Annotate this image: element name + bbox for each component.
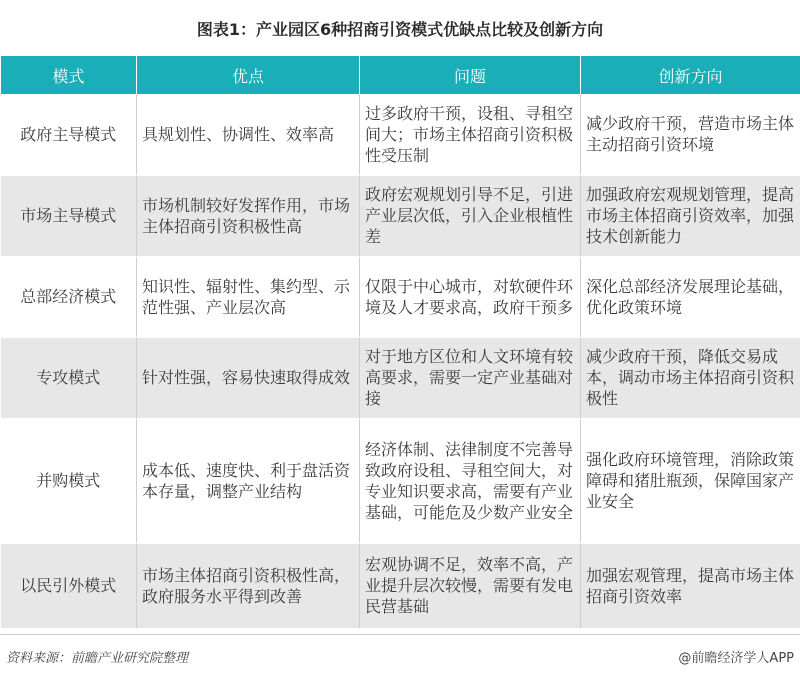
cell-innovation: 加强政府宏观规划管理，提高市场主体招商引资效率，加强技术创新能力 [581, 175, 800, 256]
cell-mode: 以民引外模式 [1, 543, 137, 628]
cell-advantages: 市场主体招商引资积极性高，政府服务水平得到改善 [137, 543, 360, 628]
cell-mode: 并购模式 [1, 418, 137, 543]
source-note: 资料来源：前瞻产业研究院整理 [6, 647, 188, 666]
table-row [1, 543, 800, 628]
cell-problems: 仅限于中心城市，对软硬件环境及人才要求高，政府干预多 [360, 256, 581, 337]
table-row [1, 94, 800, 175]
cell-mode: 总部经济模式 [1, 256, 137, 337]
cell-problems: 过多政府干预，设租、寻租空间大；市场主体招商引资积极性受压制 [360, 94, 581, 175]
cell-innovation: 减少政府干预，降低交易成本，调动市场主体招商引资积极性 [581, 337, 800, 418]
cell-mode: 专攻模式 [1, 337, 137, 418]
footer [0, 634, 800, 676]
cell-advantages: 市场机制较好发挥作用，市场主体招商引资积极性高 [137, 175, 360, 256]
cell-advantages: 成本低、速度快、利于盘活资本存量，调整产业结构 [137, 418, 360, 543]
cell-advantages: 具规划性、协调性、效率高 [137, 94, 360, 175]
table-row [1, 256, 800, 337]
cell-problems: 对于地方区位和人文环境有较高要求，需要一定产业基础对接 [360, 337, 581, 418]
comparison-table [0, 56, 800, 629]
header-problems: 问题 [360, 56, 581, 94]
cell-problems: 政府宏观规划引导不足，引进产业层次低，引入企业根植性差 [360, 175, 581, 256]
cell-innovation: 深化总部经济发展理论基础，优化政策环境 [581, 256, 800, 337]
table-row [1, 418, 800, 543]
cell-innovation: 强化政府环境管理，消除政策障碍和猪肚瓶颈，保障国家产业安全 [581, 418, 800, 543]
table-row [1, 337, 800, 418]
table-header-row [1, 56, 800, 94]
cell-advantages: 知识性、辐射性、集约型、示范性强、产业层次高 [137, 256, 360, 337]
brand-credit: @前瞻经济学人APP [678, 647, 794, 666]
cell-mode: 政府主导模式 [1, 94, 137, 175]
cell-problems: 宏观协调不足，效率不高，产业提升层次较慢，需要有发电民营基础 [360, 543, 581, 628]
cell-innovation: 减少政府干预，营造市场主体主动招商引资环境 [581, 94, 800, 175]
header-advantages: 优点 [137, 56, 360, 94]
page-title: 图表1：产业园区6种招商引资模式优缺点比较及创新方向 [0, 0, 800, 56]
cell-mode: 市场主导模式 [1, 175, 137, 256]
cell-advantages: 针对性强，容易快速取得成效 [137, 337, 360, 418]
header-mode: 模式 [1, 56, 137, 94]
cell-problems: 经济体制、法律制度不完善导致政府设租、寻租空间大，对专业知识要求高，需要有产业基础，可能危及少数产业安全 [360, 418, 581, 543]
header-innovation: 创新方向 [581, 56, 800, 94]
cell-innovation: 加强宏观管理，提高市场主体招商引资效率 [581, 543, 800, 628]
table-row [1, 175, 800, 256]
